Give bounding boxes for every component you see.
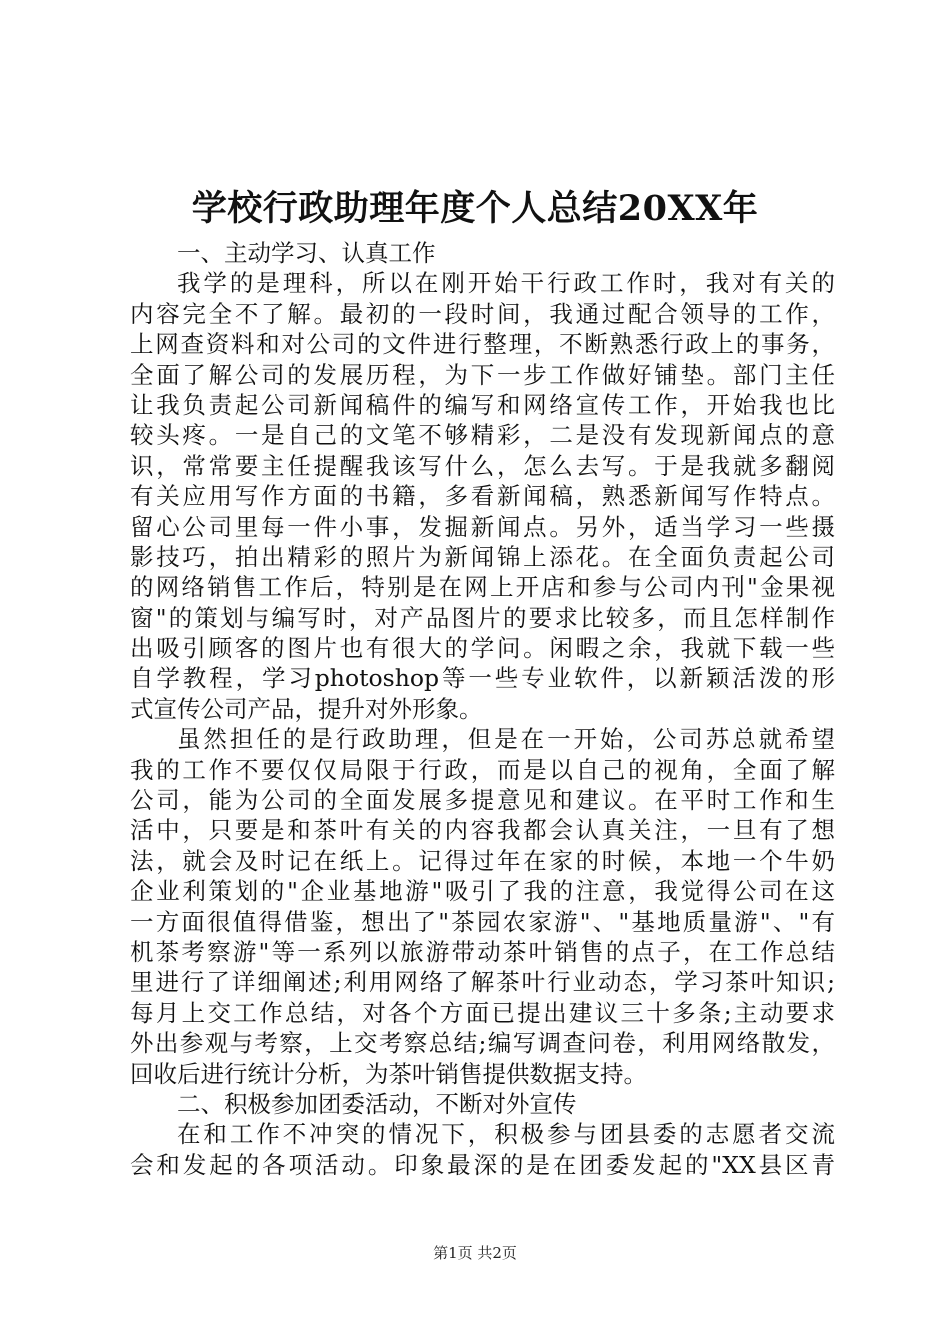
paragraph-line: 有关应用写作方面的书籍，多看新闻稿，熟悉新闻写作特点。 <box>130 482 835 511</box>
document-body <box>130 238 835 1180</box>
paragraph-line: 留心公司里每一件小事，发掘新闻点。另外，适当学习一些摄 <box>130 512 835 541</box>
paragraph-line: 上网查资料和对公司的文件进行整理，不断熟悉行政上的事务， <box>130 330 835 359</box>
paragraph-line: 窗"的策划与编写时，对产品图片的要求比较多，而且怎样制作 <box>130 603 835 632</box>
paragraph-line: 虽然担任的是行政助理，但是在一开始，公司苏总就希望 <box>177 725 835 754</box>
paragraph-line: 识，常常要主任提醒我该写什么，怎么去写。于是我就多翻阅 <box>130 451 835 480</box>
paragraph-line: 企业利策划的"企业基地游"吸引了我的注意，我觉得公司在这 <box>130 877 835 906</box>
paragraph-line: 一方面很值得借鉴，想出了"茶园农家游"、"基地质量游"、"有 <box>130 907 835 936</box>
paragraph-line: 活中，只要是和茶叶有关的内容我都会认真关注，一旦有了想 <box>130 816 835 845</box>
paragraph-line: 出吸引顾客的图片也有很大的学问。闲暇之余，我就下载一些 <box>130 634 835 663</box>
paragraph-line: 全面了解公司的发展历程，为下一步工作做好铺垫。部门主任 <box>130 360 835 389</box>
paragraph-line: 内容完全不了解。最初的一段时间，我通过配合领导的工作， <box>130 299 835 328</box>
paragraph-line: 外出参观与考察，上交考察总结;编写调查问卷，利用网络散发， <box>130 1029 835 1058</box>
paragraph-line: 机茶考察游"等一系列以旅游带动茶叶销售的点子，在工作总结 <box>130 937 835 966</box>
paragraph-line: 里进行了详细阐述;利用网络了解茶叶行业动态，学习茶叶知识; <box>130 968 835 997</box>
section-heading: 二、积极参加团委活动，不断对外宣传 <box>177 1089 577 1118</box>
paragraph-line: 影技巧，拍出精彩的照片为新闻锦上添花。在全面负责起公司 <box>130 542 835 571</box>
paragraph-line: 较头疼。一是自己的文笔不够精彩，二是没有发现新闻点的意 <box>130 421 835 450</box>
paragraph-line: 在和工作不冲突的情况下，积极参与团县委的志愿者交流 <box>177 1120 835 1149</box>
document-title: 学校行政助理年度个人总结20XX年 <box>191 188 759 229</box>
paragraph-line: 式宣传公司产品，提升对外形象。 <box>130 694 483 723</box>
paragraph-line: 每月上交工作总结，对各个方面已提出建议三十多条;主动要求 <box>130 998 835 1027</box>
paragraph-line: 的网络销售工作后，特别是在网上开店和参与公司内刊"金果视 <box>130 573 835 602</box>
paragraph-line: 我学的是理科，所以在刚开始干行政工作时，我对有关的 <box>177 269 835 298</box>
page-footer: 第1页 共2页 <box>433 1244 517 1262</box>
paragraph-line: 让我负责起公司新闻稿件的编写和网络宣传工作，开始我也比 <box>130 390 835 419</box>
paragraph-line: 会和发起的各项活动。印象最深的是在团委发起的"XX县区青 <box>130 1150 835 1179</box>
paragraph-line: 公司，能为公司的全面发展多提意见和建议。在平时工作和生 <box>130 786 835 815</box>
paragraph-line: 法，就会及时记在纸上。记得过年在家的时候，本地一个牛奶 <box>130 846 835 875</box>
paragraph-line: 自学教程，学习photoshop等一些专业软件，以新颖活泼的形 <box>130 664 835 693</box>
paragraph-line: 我的工作不要仅仅局限于行政，而是以自己的视角，全面了解 <box>130 755 835 784</box>
paragraph-line: 回收后进行统计分析，为茶叶销售提供数据支持。 <box>130 1059 647 1088</box>
section-heading: 一、主动学习、认真工作 <box>177 239 436 267</box>
